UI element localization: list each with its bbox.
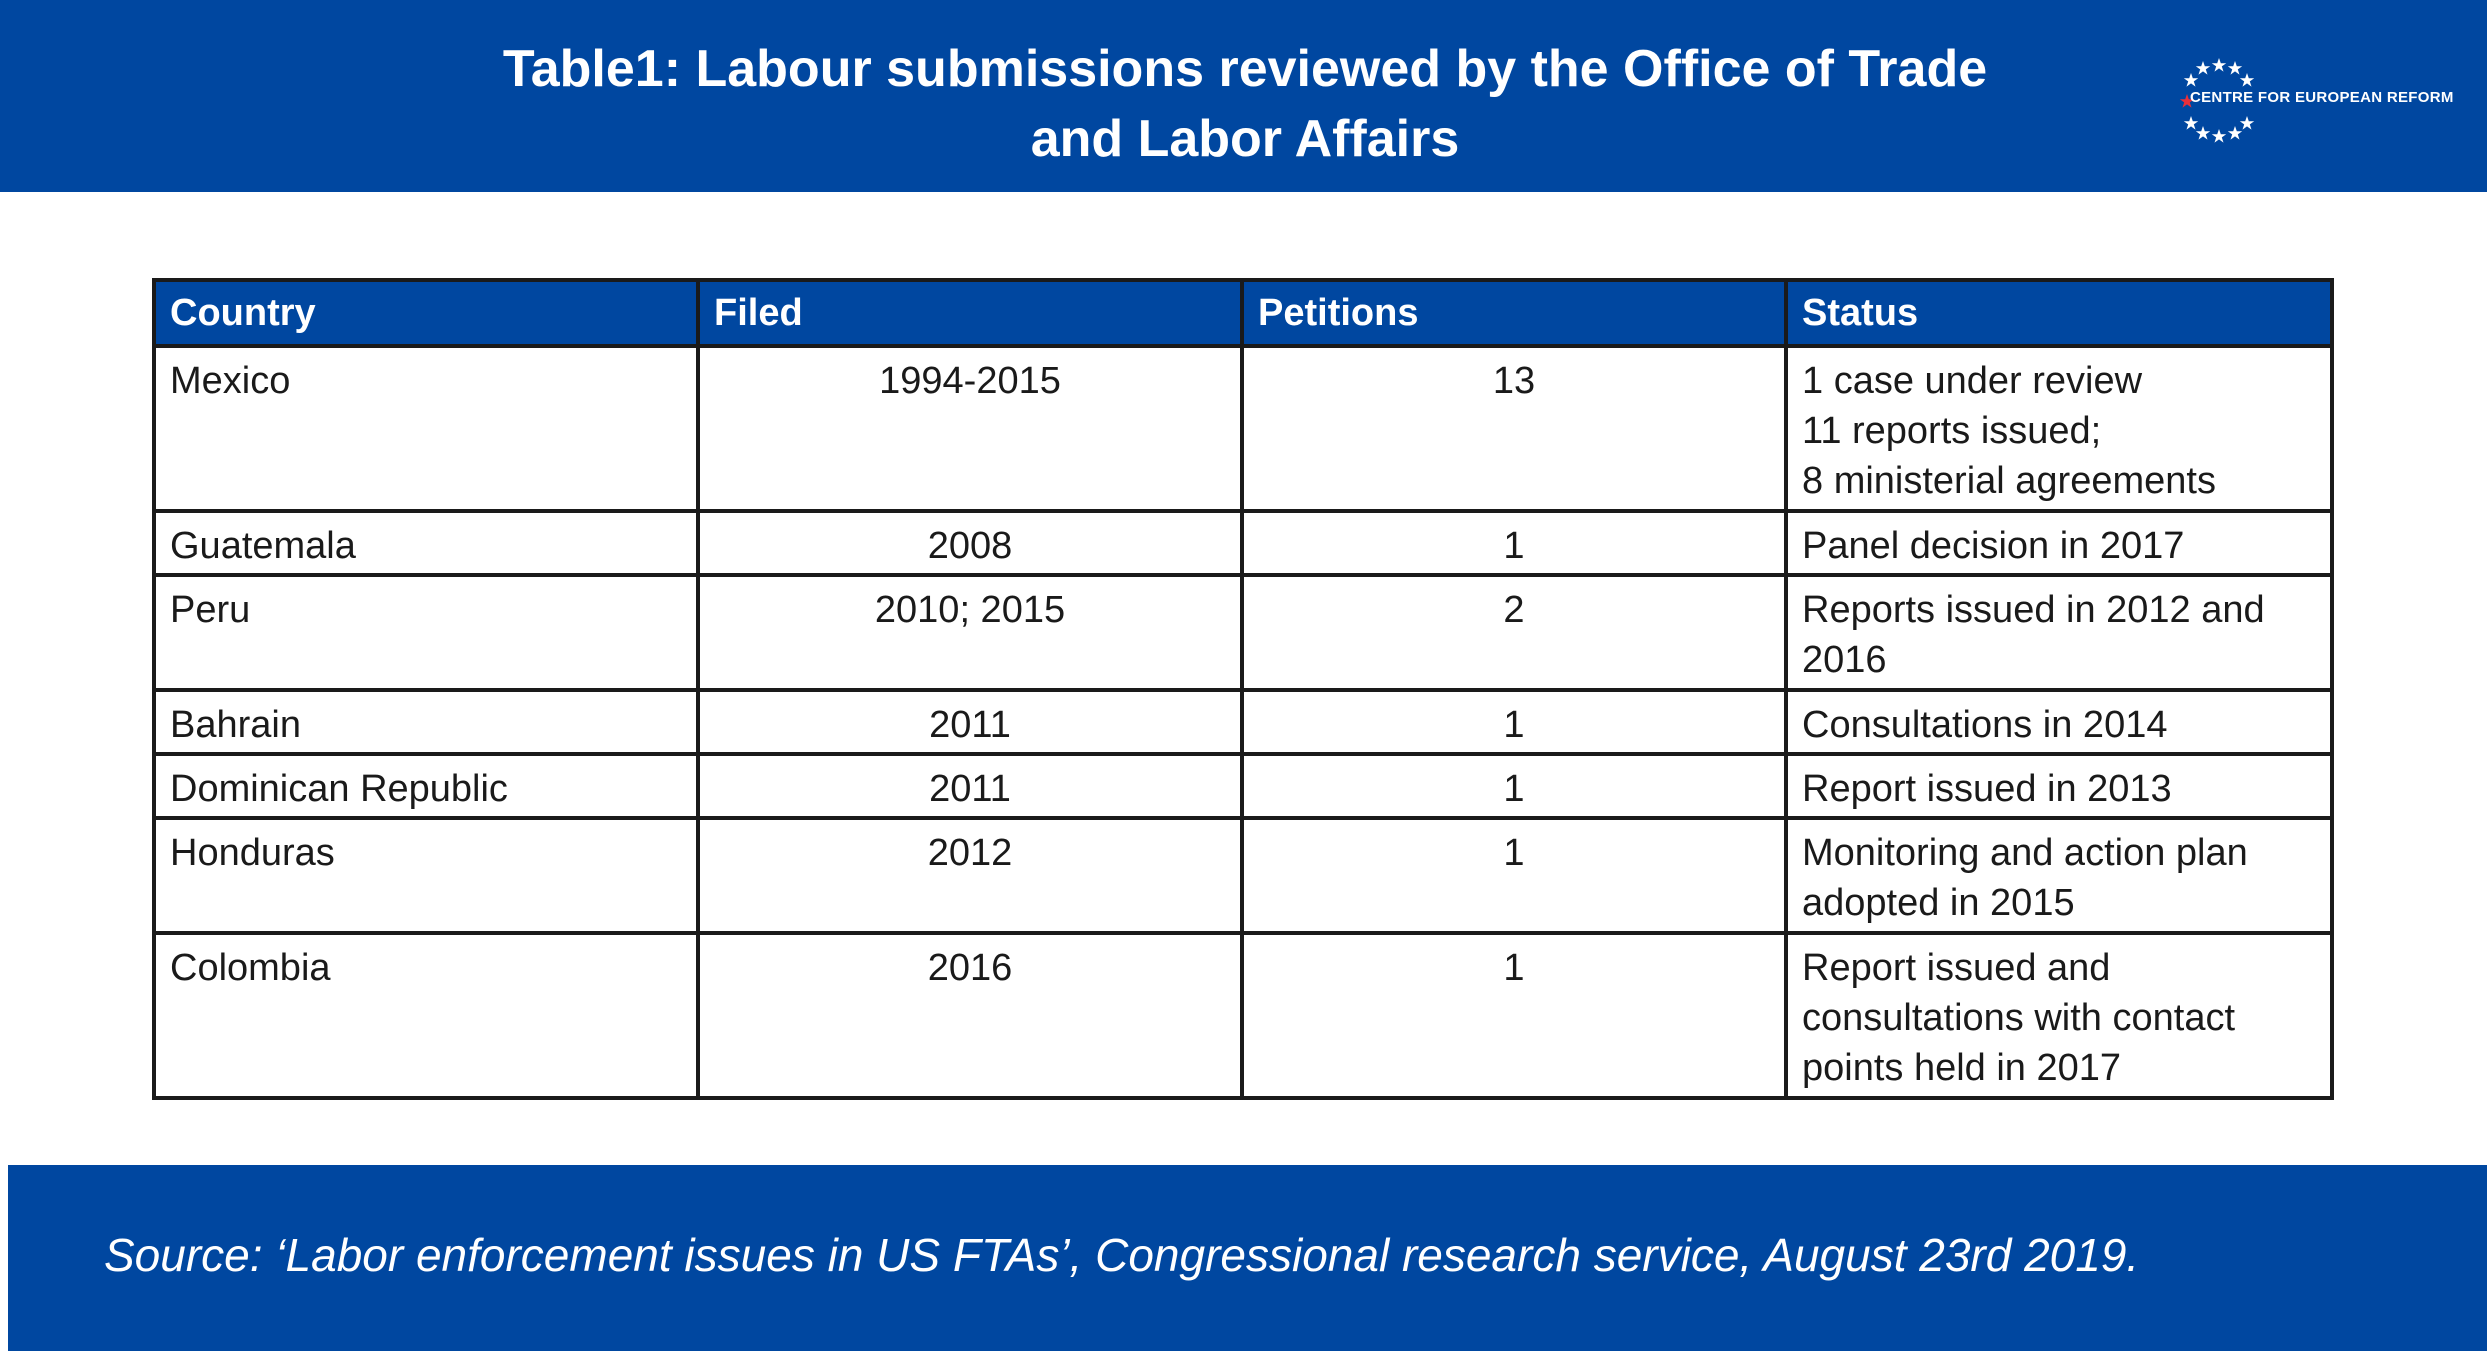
cell-filed: 1994-2015 <box>698 346 1242 511</box>
cell-filed: 2010; 2015 <box>698 575 1242 690</box>
column-header-status: Status <box>1786 280 2332 346</box>
source-note: Source: ‘Labor enforcement issues in US FTAs’, Congressional research service, August 23rd 2019. <box>104 1229 2140 1281</box>
status-line: 11 reports issued; <box>1802 410 2102 452</box>
table-row <box>154 933 2332 1098</box>
column-header-petitions: Petitions <box>1242 280 1786 346</box>
cell-status <box>1786 575 2332 690</box>
cell-country: Colombia <box>154 933 698 1098</box>
status-line: Monitoring and action plan <box>1802 832 2248 874</box>
table-row <box>154 818 2332 933</box>
cell-status <box>1786 754 2332 818</box>
title-line-2: and Labor Affairs <box>1030 110 1460 168</box>
cell-petitions: 13 <box>1242 346 1786 511</box>
cell-country: Mexico <box>154 346 698 511</box>
status-line: Report issued in 2013 <box>1802 768 2172 810</box>
table-row <box>154 511 2332 575</box>
table-row <box>154 575 2332 690</box>
cell-country: Guatemala <box>154 511 698 575</box>
cell-status <box>1786 690 2332 754</box>
status-line: 8 ministerial agreements <box>1802 460 2216 502</box>
submissions-table <box>152 278 2334 1100</box>
status-line: Panel decision in 2017 <box>1802 525 2185 567</box>
cell-status <box>1786 818 2332 933</box>
cell-filed: 2011 <box>698 690 1242 754</box>
cell-petitions: 1 <box>1242 690 1786 754</box>
status-line: adopted in 2015 <box>1802 882 2075 924</box>
cell-status <box>1786 511 2332 575</box>
page-title <box>380 34 2110 174</box>
status-line: Reports issued in 2012 and <box>1802 589 2265 631</box>
cell-status <box>1786 346 2332 511</box>
status-line: 2016 <box>1802 639 1887 681</box>
status-line: Consultations in 2014 <box>1802 704 2168 746</box>
status-line: consultations with contact <box>1802 997 2236 1039</box>
cell-petitions: 1 <box>1242 818 1786 933</box>
table-row <box>154 346 2332 511</box>
cell-filed: 2016 <box>698 933 1242 1098</box>
status-line: Report issued and <box>1802 947 2111 989</box>
cell-country: Peru <box>154 575 698 690</box>
status-line: 1 case under review <box>1802 360 2143 402</box>
column-header-country: Country <box>154 280 698 346</box>
cell-petitions: 2 <box>1242 575 1786 690</box>
cell-filed: 2008 <box>698 511 1242 575</box>
cell-country: Bahrain <box>154 690 698 754</box>
column-header-filed: Filed <box>698 280 1242 346</box>
cell-filed: 2012 <box>698 818 1242 933</box>
cell-country: Honduras <box>154 818 698 933</box>
title-line-1: Table1: Labour submissions reviewed by the Office of Trade <box>502 40 1988 98</box>
cell-country: Dominican Republic <box>154 754 698 818</box>
cell-filed: 2011 <box>698 754 1242 818</box>
cell-petitions: 1 <box>1242 933 1786 1098</box>
table-header-row <box>154 280 2332 346</box>
cell-status <box>1786 933 2332 1098</box>
table-row <box>154 754 2332 818</box>
table-row <box>154 690 2332 754</box>
status-line: points held in 2017 <box>1802 1047 2122 1089</box>
logo-text: CENTRE FOR EUROPEAN REFORM <box>2190 89 2454 106</box>
cell-petitions: 1 <box>1242 754 1786 818</box>
cell-petitions: 1 <box>1242 511 1786 575</box>
